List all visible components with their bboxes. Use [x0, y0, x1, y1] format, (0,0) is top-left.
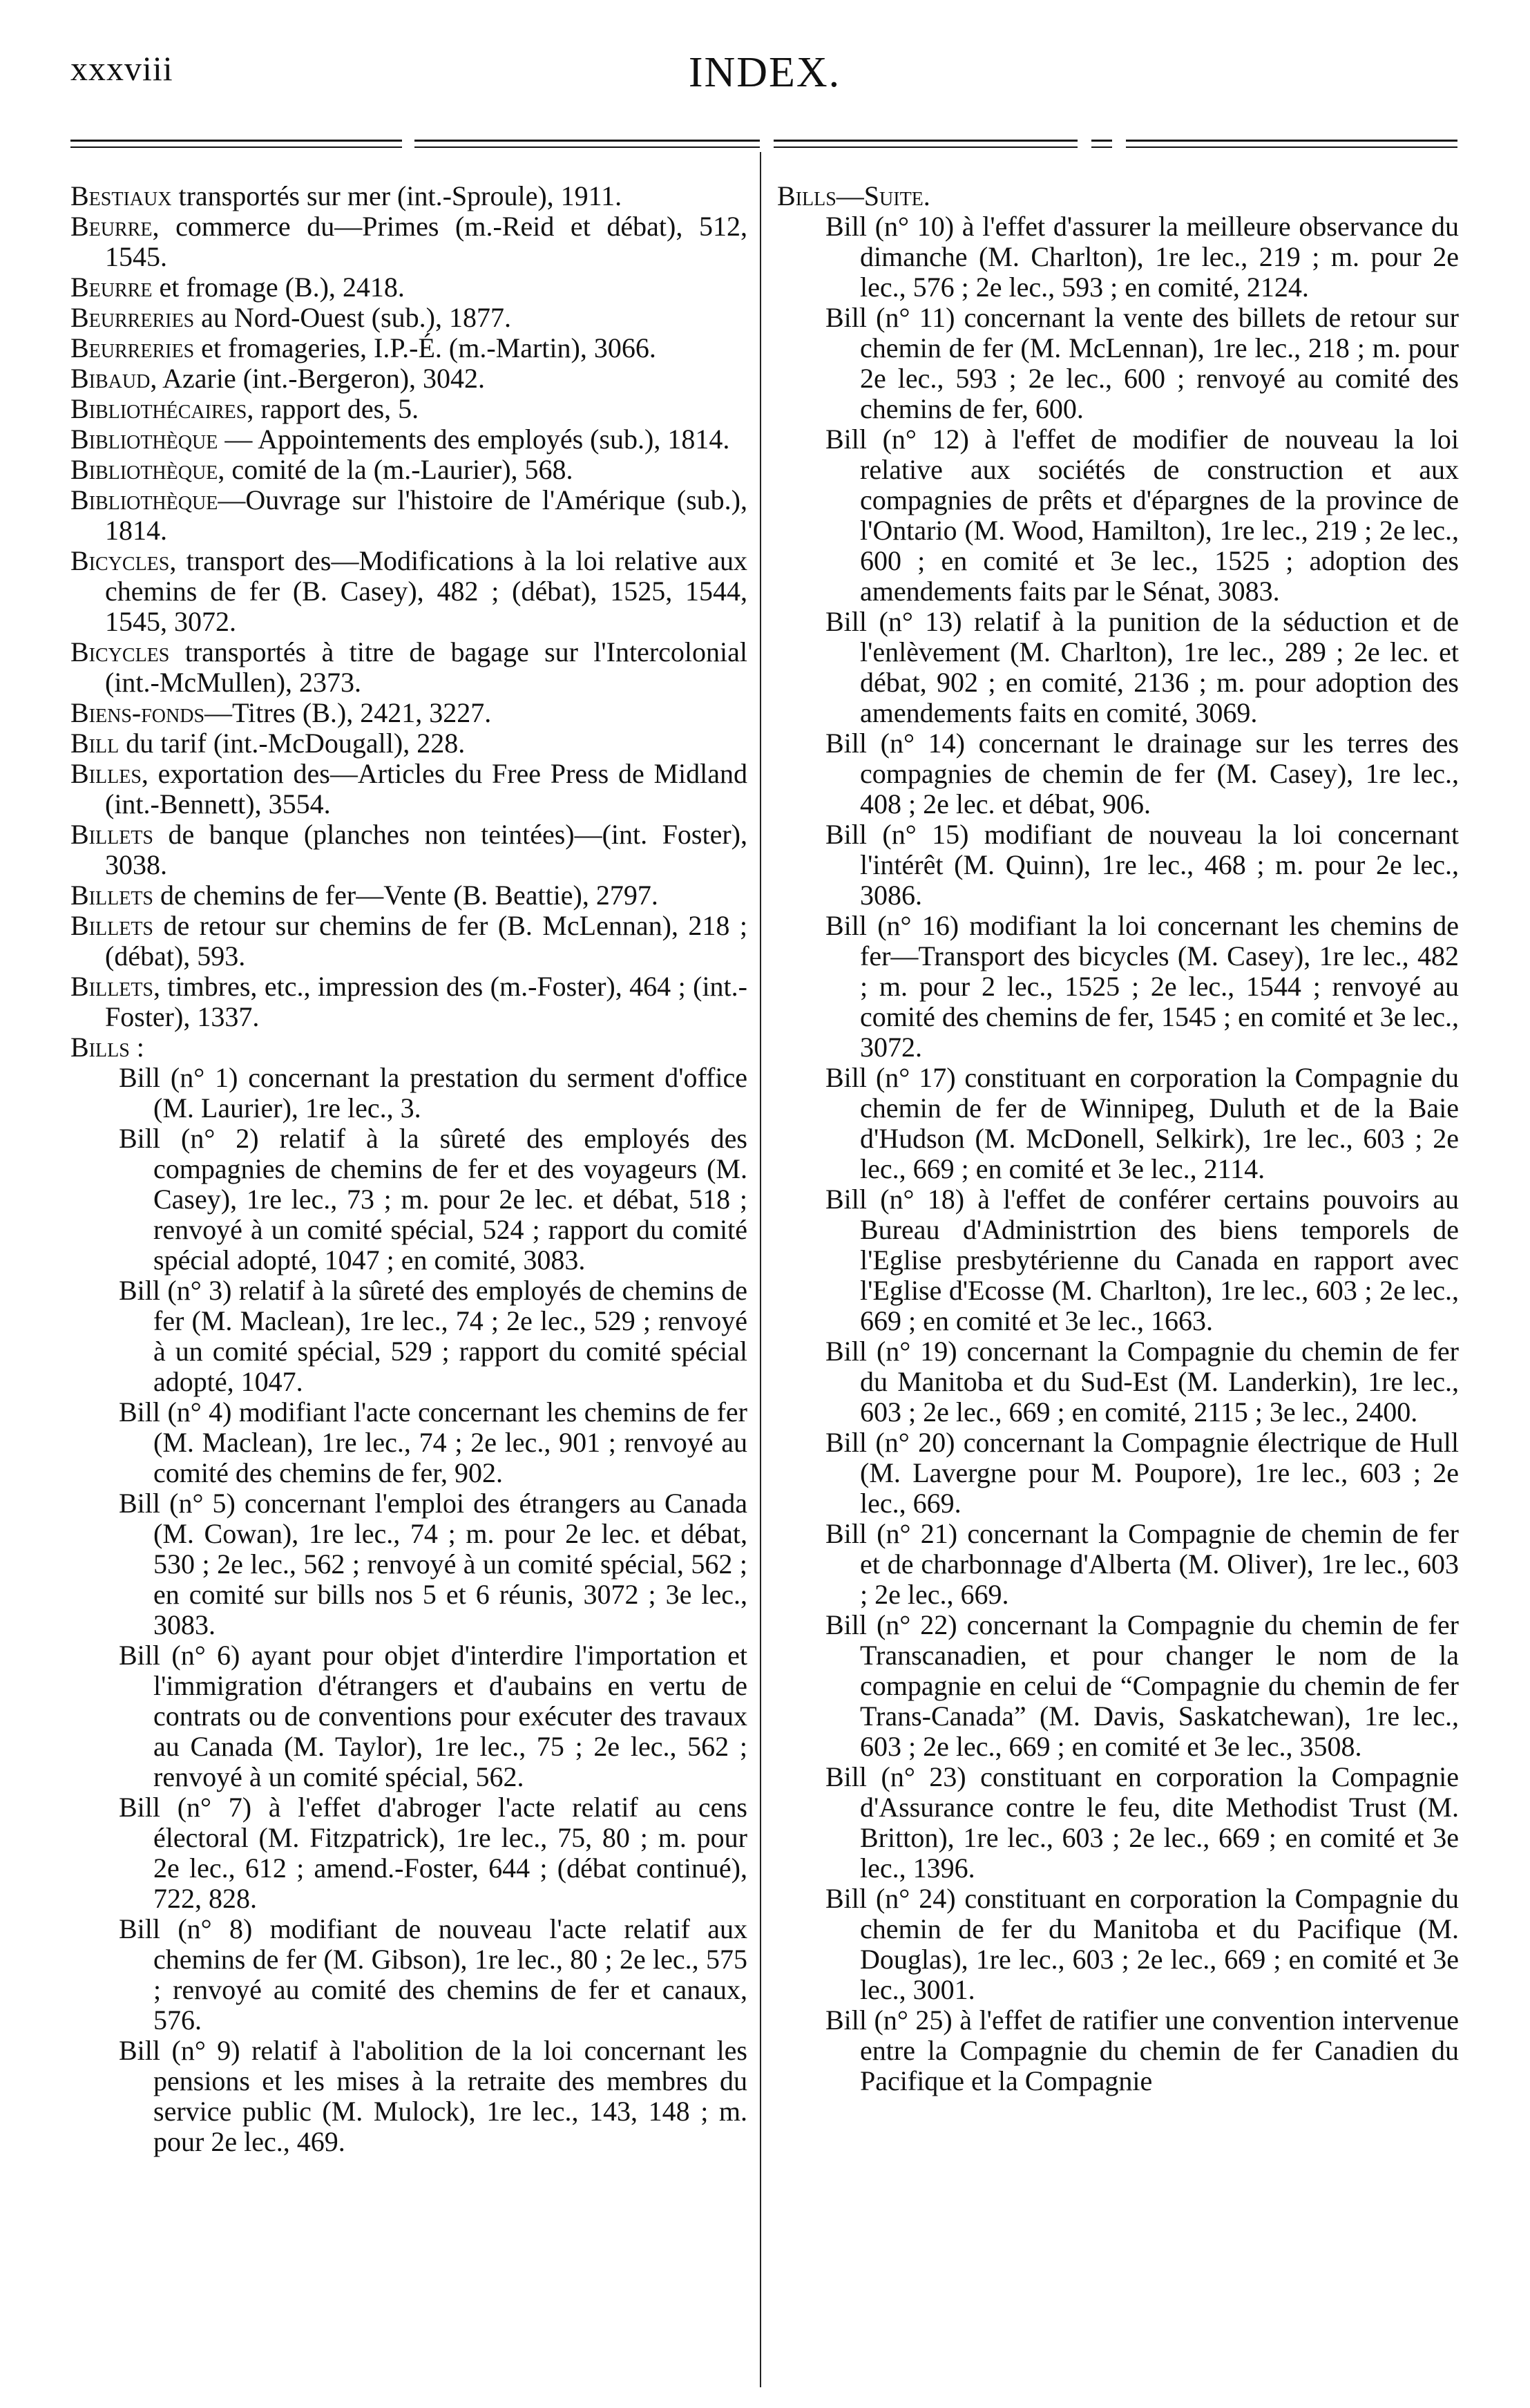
bill-entry: Bill (n° 19) concernant la Compagnie du chemin de fer du Manitoba et du Sud-Est (M. Landerkin), 1re lec., 603 ; 2e lec., 669 ; en comité, 2115 ; 3e lec., 2400. [825, 1336, 1459, 1428]
index-entry: Bicycles, transport des—Modifications à la loi relative aux chemins de fer (B. Casey), 482 ; (débat), 1525, 1544, 1545, 3072. [70, 545, 747, 637]
index-entry: Beurre, commerce du—Primes (m.-Reid et débat), 512, 1545. [70, 211, 747, 272]
bill-entry: Bill (n° 9) relatif à l'abolition de la loi concernant les pensions et les mises à la retraite des membres du service public (M. Mulock), 1re lec., 143, 148 ; m. pour 2e lec., 469. [119, 2035, 747, 2157]
header-rule [414, 140, 760, 148]
bill-entry: Bill (n° 22) concernant la Compagnie du chemin de fer Transcanadien, et pour changer le nom de la compagnie en celui de “Compagnie du chemin de fer Trans-Canada” (M. Davis, Saskatchewan), 1re lec., 603 ; 2e lec., 669 ; en comité et 3e lec., 3508. [825, 1609, 1459, 1762]
page-number: xxxviii [70, 49, 173, 88]
index-entry: Biens-fonds—Titres (B.), 2421, 3227. [70, 697, 492, 728]
bill-entry: Bill (n° 21) concernant la Compagnie de chemin de fer et de charbonnage d'Alberta (M. Oliver), 1re lec., 603 ; 2e lec., 669. [825, 1518, 1459, 1610]
index-entry: Bibliothécaires, rapport des, 5. [70, 393, 419, 424]
index-entry: Billets de chemins de fer—Vente (B. Beattie), 2797. [70, 880, 658, 911]
bill-entry: Bill (n° 6) ayant pour objet d'interdire l'importation et l'immigration d'étrangers et d'aubains en vertu de contrats ou de conventions pour exécuter des travaux au Canada (M. Taylor), 1re lec., 75 ; 2e lec., 562 ; renvoyé à un comité spécial, 562. [119, 1640, 747, 1792]
bill-entry: Bill (n° 10) à l'effet d'assurer la meilleure observance du dimanche (M. Charlton), 1re lec., 219 ; m. pour 2e lec., 576 ; 2e lec., 593 ; en comité, 2124. [825, 211, 1459, 303]
page-header [70, 48, 1459, 111]
index-entry: Billets de retour sur chemins de fer (B. McLennan), 218 ; (débat), 593. [70, 910, 747, 971]
bill-entry: Bill (n° 11) concernant la vente des billets de retour sur chemin de fer (M. McLennan), 1re lec., 218 ; m. pour 2e lec., 593 ; 2e lec., 600 ; renvoyé au comité des chemins de fer, 600. [825, 302, 1459, 424]
index-entry: Beurreries et fromageries, I.P.-É. (m.-Martin), 3066. [70, 332, 656, 363]
header-rule [1126, 140, 1457, 148]
bill-entry: Bill (n° 18) à l'effet de conférer certains pouvoirs au Bureau d'Administrtion des biens temporels de l'Eglise presbytérienne du Canada en rapport avec l'Eglise d'Ecosse (M. Charlton), 1re lec., 603 ; 2e lec., 669 ; en comité et 3e lec., 1663. [825, 1184, 1459, 1336]
bill-entry: Bill (n° 4) modifiant l'acte concernant les chemins de fer (M. Maclean), 1re lec., 74 ; 2e lec., 901 ; renvoyé au comité des chemins de fer, 902. [119, 1396, 747, 1488]
bill-entry: Bill (n° 13) relatif à la punition de la séduction et de l'enlèvement (M. Charlton), 1re lec., 289 ; 2e lec. et débat, 902 ; en comité, 2136 ; m. pour adoption des amendements faits en comité, 3069. [825, 606, 1459, 728]
bill-entry: Bill (n° 3) relatif à la sûreté des employés de chemins de fer (M. Maclean), 1re lec., 74 ; 2e lec., 529 ; renvoyé à un comité spécial, 529 ; rapport du comité spécial adopté, 1047. [119, 1275, 747, 1397]
header-rule [70, 140, 402, 148]
bill-entry: Bill (n° 15) modifiant de nouveau la loi concernant l'intérêt (M. Quinn), 1re lec., 468 ; m. pour 2e lec., 3086. [825, 819, 1459, 911]
continued-heading: Bills—Suite. [777, 180, 930, 211]
bill-entry: Bill (n° 7) à l'effet d'abroger l'acte relatif au cens électoral (M. Fitzpatrick), 1re lec., 75, 80 ; m. pour 2e lec., 612 ; amend.-Foster, 644 ; (débat continué), 722, 828. [119, 1792, 747, 1914]
bill-entry: Bill (n° 20) concernant la Compagnie électrique de Hull (M. Lavergne pour M. Poupore), 1re lec., 603 ; 2e lec., 669. [825, 1427, 1459, 1519]
index-entry: Bibliothèque, comité de la (m.-Laurier), 568. [70, 454, 573, 485]
index-entry: Billets de banque (planches non teintées)—(int. Foster), 3038. [70, 819, 747, 880]
bill-entry: Bill (n° 8) modifiant de nouveau l'acte relatif aux chemins de fer (M. Gibson), 1re lec., 80 ; 2e lec., 575 ; renvoyé au comité des chemins de fer et canaux, 576. [119, 1913, 747, 2036]
index-entry: Bibliothèque—Ouvrage sur l'histoire de l'Amérique (sub.), 1814. [70, 484, 747, 546]
index-entry: Bestiaux transportés sur mer (int.-Sproule), 1911. [70, 180, 622, 211]
index-entry: Billes, exportation des—Articles du Free Press de Midland (int.-Bennett), 3554. [70, 758, 747, 819]
bill-entry: Bill (n° 25) à l'effet de ratifier une convention intervenue entre la Compagnie du chemin de fer Canadien du Pacifique et la Compagnie [825, 2004, 1459, 2096]
index-entry: Bills : [70, 1032, 144, 1063]
header-rule [1091, 140, 1112, 148]
column-divider [760, 152, 761, 2387]
bill-entry: Bill (n° 23) constituant en corporation la Compagnie d'Assurance contre le feu, dite Methodist Trust (M. Britton), 1re lec., 603 ; 2e lec., 669 ; en comité et 3e lec., 1396. [825, 1761, 1459, 1884]
page-title: INDEX. [688, 49, 841, 96]
bill-entry: Bill (n° 17) constituant en corporation la Compagnie du chemin de fer de Winnipeg, Duluth et de la Baie d'Hudson (M. McDonell, Selkirk), 1re lec., 603 ; 2e lec., 669 ; en comité et 3e lec., 2114. [825, 1062, 1459, 1184]
index-entry: Bibaud, Azarie (int.-Bergeron), 3042. [70, 363, 486, 394]
index-entry: Bibliothèque — Appointements des employés (sub.), 1814. [70, 424, 730, 455]
header-rule [774, 140, 1078, 148]
bill-entry: Bill (n° 1) concernant la prestation du serment d'office (M. Laurier), 1re lec., 3. [119, 1062, 747, 1124]
bill-entry: Bill (n° 12) à l'effet de modifier de nouveau la loi relative aux sociétés de construction et aux compagnies de prêts et d'épargnes de la province de l'Ontario (M. Wood, Hamilton), 1re lec., 219 ; 2e lec., 600 ; en comité et 3e lec., 1525 ; adoption des amendements faits par le Sénat, 3083. [825, 424, 1459, 607]
index-entry: Bill du tarif (int.-McDougall), 228. [70, 728, 466, 759]
right-column [777, 181, 1459, 2096]
bill-entry: Bill (n° 16) modifiant la loi concernant les chemins de fer—Transport des bicycles (M. Casey), 1re lec., 482 ; m. pour 2 lec., 1525 ; 2e lec., 1544 ; renvoyé au comité des chemins de fer, 1545 ; en comité et 3e lec., 3072. [825, 910, 1459, 1063]
bill-entry: Bill (n° 14) concernant le drainage sur les terres des compagnies de chemin de fer (M. Casey), 1re lec., 408 ; 2e lec. et débat, 906. [825, 728, 1459, 819]
index-entry: Bicycles transportés à titre de bagage sur l'Intercolonial (int.-McMullen), 2373. [70, 636, 747, 698]
bill-entry: Bill (n° 5) concernant l'emploi des étrangers au Canada (M. Cowan), 1re lec., 74 ; m. pour 2e lec. et débat, 530 ; 2e lec., 562 ; renvoyé à un comité spécial, 562 ; en comité sur bills nos 5 et 6 réunis, 3072 ; 3e lec., 3083. [119, 1488, 747, 1640]
index-entry: Beurreries au Nord-Ouest (sub.), 1877. [70, 302, 511, 333]
index-entry: Beurre et fromage (B.), 2418. [70, 272, 405, 303]
bill-entry: Bill (n° 2) relatif à la sûreté des employés des compagnies de chemins de fer et des voyageurs (M. Casey), 1re lec., 73 ; m. pour 2e lec. et débat, 518 ; renvoyé à un comité spécial, 524 ; rapport du comité spécial adopté, 1047 ; en comité, 3083. [119, 1123, 747, 1276]
bill-entry: Bill (n° 24) constituant en corporation la Compagnie du chemin de fer du Manitoba et du Pacifique (M. Douglas), 1re lec., 603 ; 2e lec., 669 ; en comité et 3e lec., 3001. [825, 1883, 1459, 2005]
index-entry: Billets, timbres, etc., impression des (m.-Foster), 464 ; (int.-Foster), 1337. [70, 971, 747, 1032]
left-column [70, 181, 747, 2157]
